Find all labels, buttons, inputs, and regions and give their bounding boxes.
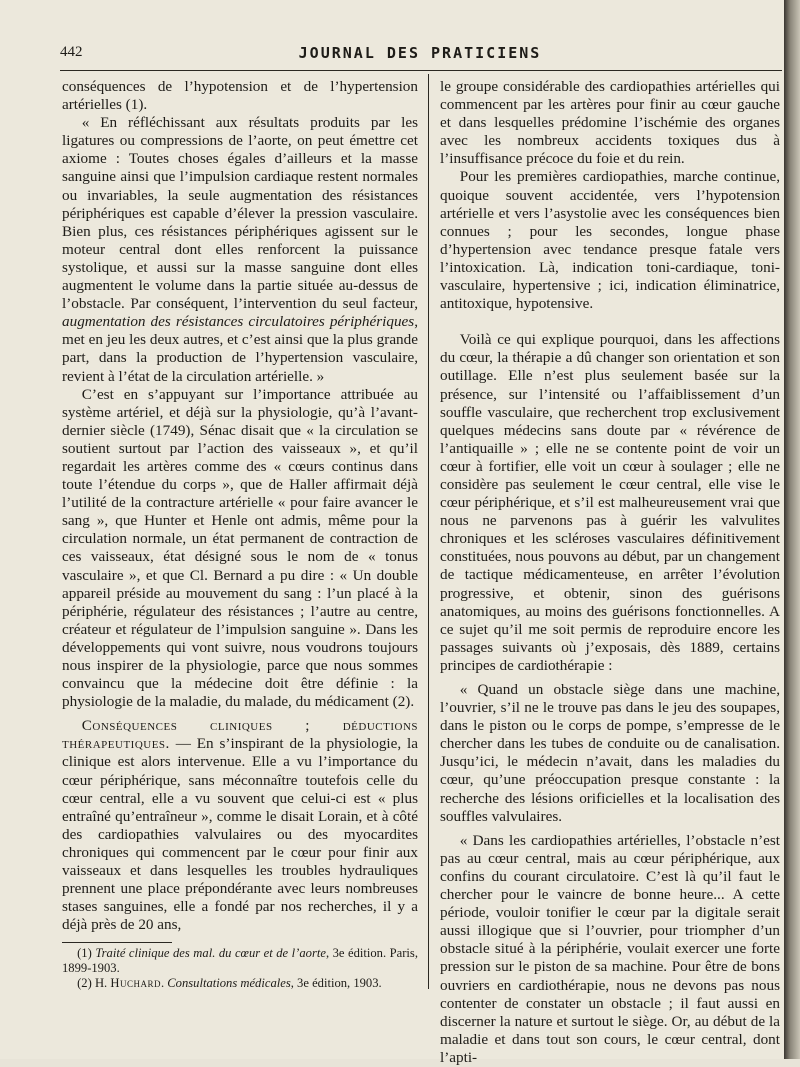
section-body: — En s’inspirant de la physiologie, la clinique est alors intervenue. Elle a vu l’importance du cœur périphérique, sans méconnaître toutefois celle du cœur central, elle a vu souvent que celui-ci est « plus entraîné qu’entraîneur », comme le disait Lorain, et à côté des cardiopathies valvulaires ou des myocardites chroniques qui commencent par le cœur pour finir aux vaisseaux et dans lesquelles les troubles hydrauliques prennent une place prépondérante avec leurs nombreuses stases sanguines, elle a fondé par nos recherches, il y a déjà près de 20 ans, <box>62 735 418 934</box>
footnote-marker: (2) H. <box>77 976 111 990</box>
quote-paragraph <box>62 114 418 385</box>
footnote-title: Traité clinique des mal. du cœur et de l’aorte <box>95 946 326 960</box>
section-heading: Conséquences cliniques ; déductions thérapeutiques. <box>62 717 418 753</box>
footnote-edition: , 3e édition. Paris, 1899-1903. <box>62 946 418 975</box>
footnote-author: Huchard <box>110 976 161 990</box>
left-column <box>62 78 418 934</box>
paragraph: le groupe considérable des cardiopathies artérielles qui commencent par les artères pour finir au cœur gauche et dans lesquelles prédomine l’ischémie des organes avec les nombreux accidents toxiques dus à l’insuffisance précoce du foie et du rein. <box>440 78 780 168</box>
footnote-title: Consultations médicales <box>167 976 291 990</box>
footnote-1 <box>62 946 418 976</box>
paragraph: Voilà ce qui explique pourquoi, dans les affections du cœur, la thérapie a dû changer son orientation et son outillage. Elle n’est plus seulement basée sur la présence, sur l’intensité ou l’affaiblissement d’un souffle vasculaire, que recherchent trop exclusivement quelques médecins sans doute par « révérence de l’antiquaille » ; elle ne se contente point de voir un cœur à fortifier, elle voit un cœur à soulager ; elle ne considère pas seulement le cœur central, elle vise le cœur périphérique, et s’il est malheureusement vrai que nous ne parvenons pas à guérir les valvulites chroniques et les scléroses vasculaires définitivement constituées, nous pouvons au début, par un changement de tactique médicamenteuse, en arrêter l’évolution progressive, et obtenir, sinon des guérisons anatomiques, au moins des guérisons fonctionnelles. A ce sujet qu’il me soit permis de reproduire encore les passages suivants où j’exposais, dès 1889, certains principes de cardiothérapie : <box>440 331 780 674</box>
quote-paragraph: « Dans les cardiopathies artérielles, l’obstacle n’est pas au cœur central, mais au cœur périphérique, aux confins du courant circulatoire. C’est là qu’il faut le chercher pour le vaincre de bonne heure... A cette période, vouloir tonifier le cœur par la digitale serait aussi illogique que si l’ouvrier, pour triompher d’un obstacle situé à la périphérie, voulait exercer une forte pression sur le piston de sa machine. Pour être de bons ouvriers en cardiothérapie, nous ne devons pas nous contenter de constater un obstacle ; il faut aussi en discerner la nature et surtout le siège. Or, au début de la maladie et dans tout son cours, le cœur central, dont l’apti- <box>440 831 780 1066</box>
running-header <box>60 44 780 68</box>
footnotes <box>62 946 418 991</box>
page-number: 442 <box>60 44 83 60</box>
column-divider <box>428 74 429 989</box>
quote-text-b: , met en jeu les deux autres, et c’est ainsi que la plus grande part, dans la production de l’hypertension vasculaire, revient à l’état de la circulation artérielle. » <box>62 313 418 385</box>
footnote-edition: , 3e édition, 1903. <box>290 976 382 990</box>
paragraph: conséquences de l’hypotension et de l’hypertension artérielles (1). <box>62 78 418 114</box>
footnote-2 <box>62 976 418 991</box>
footnote-rule <box>62 942 172 943</box>
header-rule <box>60 70 782 71</box>
quote-text-a: « En réfléchissant aux résultats produits par les ligatures ou compressions de l’aorte, on peut émettre cet axiome : Toutes choses égales d’ailleurs et la masse sanguine ainsi que l’impulsion cardiaque restent normales ou invariables, la seule augmentation des résistances périphériques est capable d’élever la pression vasculaire. Bien plus, ces résistances périphériques agissent sur le moteur central dont elles renforcent la puissance systolique, et aussi sur la masse sanguine dont elles augmentent le volume dans la partie située au-dessus de l’obstacle. Par conséquent, l’intervention du seul facteur, <box>62 114 418 313</box>
quote-paragraph: « Quand un obstacle siège dans une machine, l’ouvrier, s’il ne le trouve pas dans le jeu des soupapes, dans le piston ou le corps de pompe, s’empresse de le chercher dans les tubes de conduite ou de canalisation. Jusqu’ici, le médecin n’avait, dans les maladies du cœur, qu’une préoccupation presque constante : la recherche des lésions orificielles et la localisation des souffles valvulaires. <box>440 681 780 825</box>
journal-title: JOURNAL DES PRATICIENS <box>298 44 542 62</box>
page-edge-shadow <box>784 0 800 1059</box>
emphasized-text: augmentation des résistances circulatoires périphériques <box>62 313 415 331</box>
footnote-separator: . <box>160 976 168 990</box>
paragraph: Pour les premières cardiopathies, marche continue, quoique souvent accidentée, vers l’hypotension artérielle et vers l’asystolie avec les conséquences bien connues ; pour les secondes, longue phase d’hypertension avec tendance presque fatale vers l’intoxication. Là, indication toni-cardiaque, toni-vasculaire, hypertensive ; ici, indication éliminatrice, antitoxique, hypotensive. <box>440 168 780 313</box>
section-paragraph <box>62 717 418 934</box>
paragraph: C’est en s’appuyant sur l’importance attribuée au système artériel, et déjà sur la physiologie, qu’à l’avant-dernier siècle (1749), Sénac disait que « la circulation se soutient surtout par l’action des vaisseaux », et qu’il regardait les artères comme des « cœurs continus dans toute l’étendue du corps », que de Haller affirmait déjà l’utilité de la contracture artérielle « pour faire avancer le sang », que Hunter et Henle ont admis, même pour la circulation normale, un état permanent de contraction de ces vaisseaux, état désigné sous le nom de « tonus vasculaire », et que Cl. Bernard a pu dire : « Un double appareil préside au mouvement du sang : l’un placé à la périphérie, régulateur des résistances ; l’autre au centre, créateur et régulateur de l’impulsion sanguine ». Dans les développements qui vont suivre, nous voudrons toujours nous inspirer de la physiologie, parce que nous sommes convaincu que la médecine doit être définie : la physiologie de la maladie, du malade, du médicament (2). <box>62 385 418 711</box>
right-column <box>440 78 780 1067</box>
footnote-marker: (1) <box>77 946 96 960</box>
